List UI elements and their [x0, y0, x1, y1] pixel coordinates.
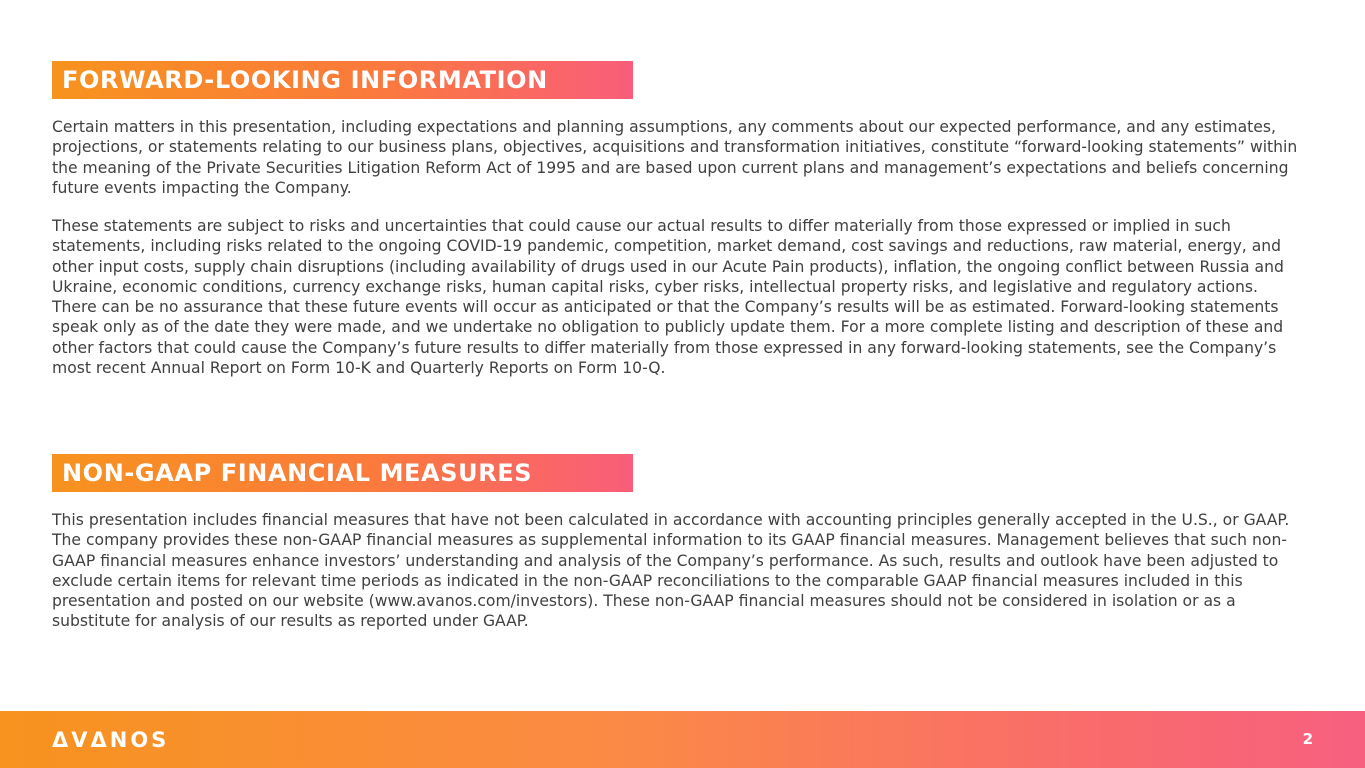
paragraph-forward-looking-risks: These statements are subject to risks and uncertainties that could cause our actual results to differ materially from those expressed or implied in such statements, including risks related to the ongoing COVID-19 pandemic, competition, market demand, cost savings and reductions, raw material, energy, and other input costs, supply chain disruptions (including availability of drugs used in our Acute Pain products), inflation, the ongoing conflict between Russia and Ukraine, economic conditions, currency exchange risks, human capital risks, cyber risks, intellectual property risks, and legislative and regulatory actions. There can be no assurance that these future events will occur as anticipated or that the Company’s results will be as estimated. Forward-looking statements speak only as of the date they were made, and we undertake no obligation to publicly update them. For a more complete listing and description of these and other factors that could cause the Company’s future results to differ materially from those expressed in any forward-looking statements, see the Company’s most recent Annual Report on Form 10-K and Quarterly Reports on Form 10-Q.: [52, 217, 1284, 378]
paragraph-non-gaap: This presentation includes financial measures that have not been calculated in accordance with accounting principles generally accepted in the U.S., or GAAP. The company provides these non-GAAP financial measures as supplemental information to its GAAP financial measures. Management believes that such non-GAAP financial measures enhance investors’ understanding and analysis of the Company’s performance. As such, results and outlook have been adjusted to exclude certain items for relevant time periods as indicated in the non-GAAP reconciliations to the comparable GAAP financial measures included in this presentation and posted on our website (www.avanos.com/investors). These non-GAAP financial measures should not be considered in isolation or as a substitute for analysis of our results as reported under GAAP.: [52, 511, 1290, 631]
paragraph-forward-looking-intro: Certain matters in this presentation, including expectations and planning assumptions, any comments about our expected performance, and any estimates, projections, or statements relating to our business plans, objectives, acquisitions and transformation initiatives, constitute “forward-looking statements” within the meaning of the Private Securities Litigation Reform Act of 1995 and are based upon current plans and management’s expectations and beliefs concerning future events impacting the Company.: [52, 118, 1298, 197]
page-number: 2: [1302, 730, 1313, 748]
footer-bar: [0, 711, 1365, 768]
section-heading-non-gaap: NON-GAAP FINANCIAL MEASURES: [52, 454, 633, 492]
avanos-logo: ΔVΔNOS: [52, 728, 170, 752]
section-heading-forward-looking: FORWARD-LOOKING INFORMATION: [52, 61, 633, 99]
